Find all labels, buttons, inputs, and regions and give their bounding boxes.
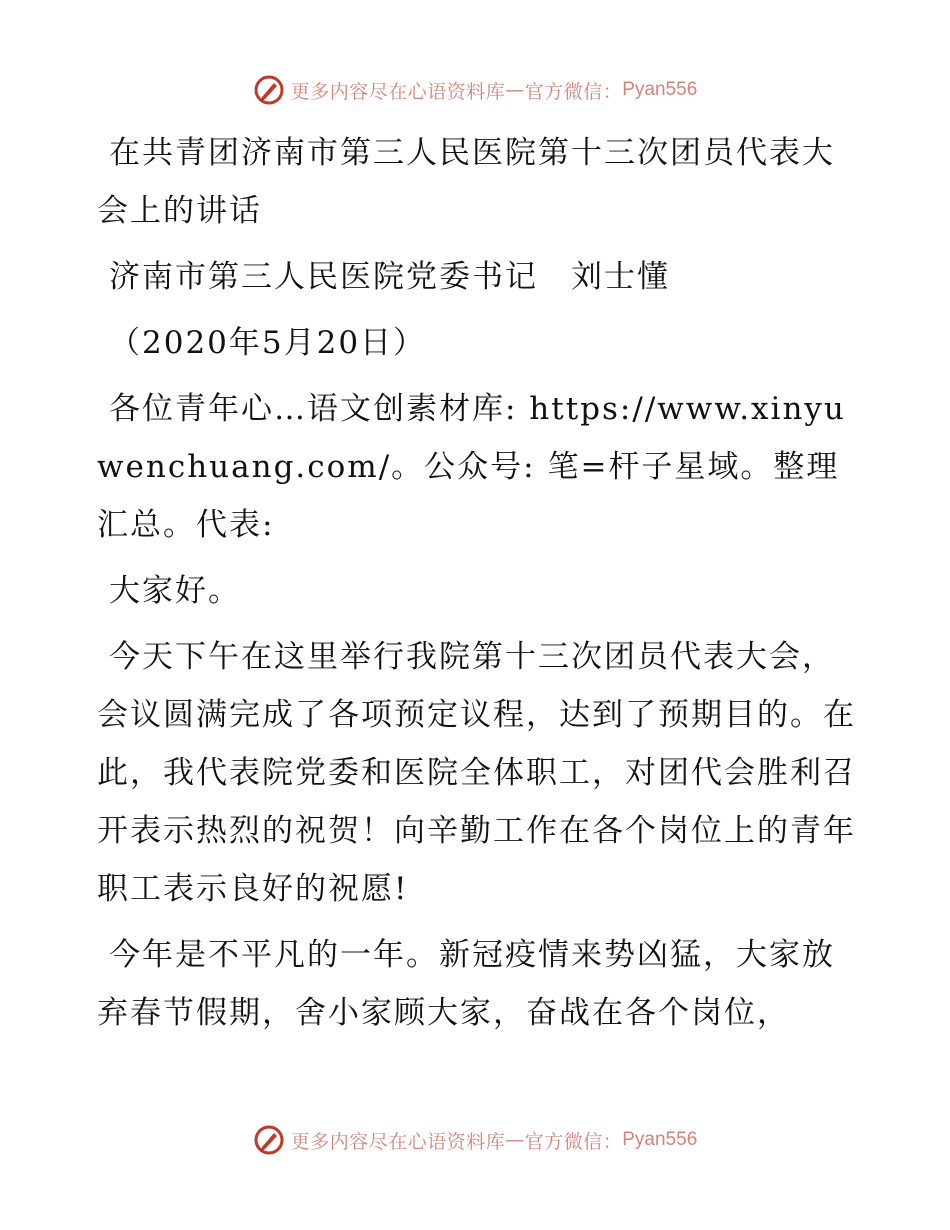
document-date: （2020年5月20日） <box>109 325 427 361</box>
watermark-text: 更多内容尽在心语资料库 <box>290 80 506 103</box>
watermark-separator: — <box>505 79 525 101</box>
document-salutation: 各位青年心…语文创素材库: https://www.xinyuwenchuang.com/。公众号: 笔=杆子星域。整理汇总。代表: <box>97 391 846 543</box>
document-paragraph-1: 今天下午在这里举行我院第十三次团员代表大会，会议圆满完成了各项预定议程，达到了预期目的。在此，我代表院党委和医院全体职工，对团代会胜利召开表示热烈的祝贺！向辛勤工作在各个岗位上的青年职工表示良好的祝愿! <box>97 639 856 907</box>
watermark-wechat-id: Pyan556 <box>622 79 698 100</box>
watermark-banner-bottom <box>0 1120 950 1160</box>
watermark-label: 官方微信： <box>524 80 623 103</box>
watermark-wechat-id: Pyan556 <box>622 1129 698 1150</box>
document-body <box>97 124 857 1050</box>
document-title: 在共青团济南市第三人民医院第十三次团员代表大会上的讲话 <box>97 135 835 229</box>
document-author: 济南市第三人民医院党委书记 刘士懂 <box>109 259 670 295</box>
watermark-banner-top <box>0 70 950 110</box>
watermark-label: 官方微信： <box>524 1130 623 1153</box>
document-paragraph-2: 今年是不平凡的一年。新冠疫情来势凶猛，大家放弃春节假期，舍小家顾大家，奋战在各个岗位， <box>97 937 835 1031</box>
document-greeting: 大家好。 <box>109 573 241 609</box>
watermark-separator: — <box>505 1129 525 1151</box>
pen-logo-icon <box>253 74 285 106</box>
watermark-text: 更多内容尽在心语资料库 <box>290 1130 506 1153</box>
pen-logo-icon <box>253 1124 285 1156</box>
